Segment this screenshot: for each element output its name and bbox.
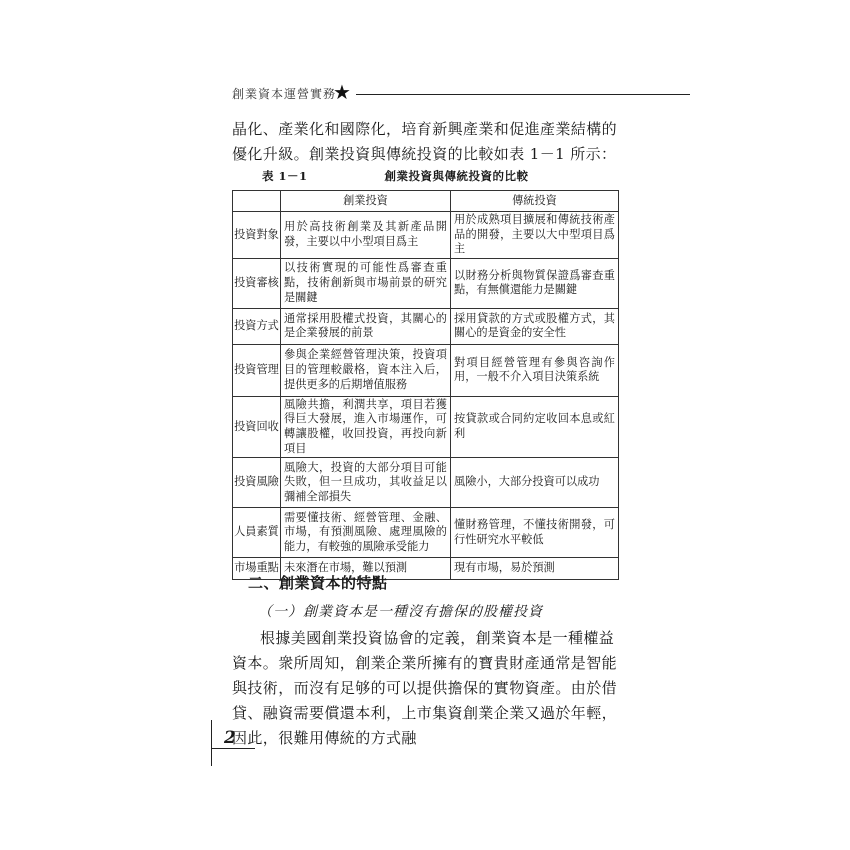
- footer-vertical-rule: [211, 720, 212, 766]
- table-row: [233, 458, 619, 508]
- row-label: 投資管理: [233, 344, 281, 396]
- table-cell: 風險共擔，利潤共享，項目若獲得巨大發展，進入市場運作，可轉讓股權，收回投資，再投向新項目: [281, 396, 451, 457]
- table-header-cell: [233, 191, 281, 212]
- table-header-cell: 創業投資: [281, 191, 451, 212]
- table-cell: 參與企業經營管理決策，投資項目的管理較嚴格，資本注入后，提供更多的后期增值服務: [281, 344, 451, 396]
- table-cell: 風險大，投資的大部分項目可能失敗，但一旦成功，其收益足以彌補全部損失: [281, 458, 451, 508]
- table-header-cell: 傳統投資: [451, 191, 619, 212]
- table-cell: 對項目經營管理有參與咨詢作用，一般不介入項目決策系統: [451, 344, 619, 396]
- footer-horizontal-rule: [211, 748, 255, 749]
- row-label: 人員素質: [233, 508, 281, 558]
- row-label: 投資回收: [233, 396, 281, 457]
- star-icon: ★: [333, 80, 351, 104]
- paragraph-intro: 晶化、產業化和國際化，培育新興產業和促進產業結構的優化升級。創業投資與傳統投資的比較如表 1－1 所示：: [232, 120, 618, 163]
- header-rule: [356, 94, 690, 95]
- table-caption-number: 表 1－1: [262, 169, 308, 183]
- table-cell: 用於成熟項目擴展和傳統技術產品的開發，主要以大中型項目爲主: [451, 212, 619, 259]
- comparison-table: [232, 190, 619, 580]
- subsection-heading: （一）創業資本是一種沒有擔保的股權投資: [258, 604, 543, 620]
- table-cell: 用於高技術創業及其新產品開發，主要以中小型項目爲主: [281, 212, 451, 259]
- table-header-row: [233, 191, 619, 212]
- table-cell: 現有市場，易於預測: [451, 558, 619, 580]
- table-cell: 以技術實現的可能性爲審查重點，技術創新與市場前景的研究是關鍵: [281, 258, 451, 308]
- table-cell: 未來潛在市場，難以預測: [281, 558, 451, 580]
- running-title: 創業資本運營實務: [232, 87, 337, 101]
- table-cell: 需要懂技術、經營管理、金融、市場，有預測風險、處理風險的能力，有較強的風險承受能力: [281, 508, 451, 558]
- table-cell: 懂財務管理，不懂技術開發，可行性研究水平較低: [451, 508, 619, 558]
- table-caption: [262, 168, 529, 184]
- table-row: [233, 212, 619, 259]
- paragraph-definition-text: 根據美國創業投資協會的定義，創業資本是一種權益資本。衆所周知，創業企業所擁有的寶貴財產通常是智能與技術，而沒有足够的可以提供擔保的實物資產。由於借貸、融資需要償還本利，上市集資創業企業又過於年輕，因此，很難用傳統的方式融: [232, 629, 618, 747]
- table-row: [233, 396, 619, 457]
- row-label: 投資對象: [233, 212, 281, 259]
- page-number: 2: [224, 728, 236, 748]
- table-caption-title: 創業投資與傳統投資的比較: [384, 169, 529, 183]
- table-cell: 以財務分析與物質保證爲審查重點，有無償還能力是關鍵: [451, 258, 619, 308]
- table-row: [233, 344, 619, 396]
- row-label: 投資方式: [233, 308, 281, 344]
- running-header: [232, 80, 692, 106]
- table-cell: 按貸款或合同約定收回本息或紅利: [451, 396, 619, 457]
- table-cell: 採用貸款的方式或股權方式，其關心的是資金的安全性: [451, 308, 619, 344]
- table-row: [233, 308, 619, 344]
- table-row: [233, 508, 619, 558]
- row-label: 投資風險: [233, 458, 281, 508]
- table-cell: 風險小，大部分投資可以成功: [451, 458, 619, 508]
- row-label: 市場重點: [233, 558, 281, 580]
- paragraph-definition: [232, 626, 628, 751]
- section-heading: 二、創業資本的特點: [248, 574, 388, 592]
- row-label: 投資審核: [233, 258, 281, 308]
- table-cell: 通常採用股權式投資，其關心的是企業發展的前景: [281, 308, 451, 344]
- table-row: [233, 258, 619, 308]
